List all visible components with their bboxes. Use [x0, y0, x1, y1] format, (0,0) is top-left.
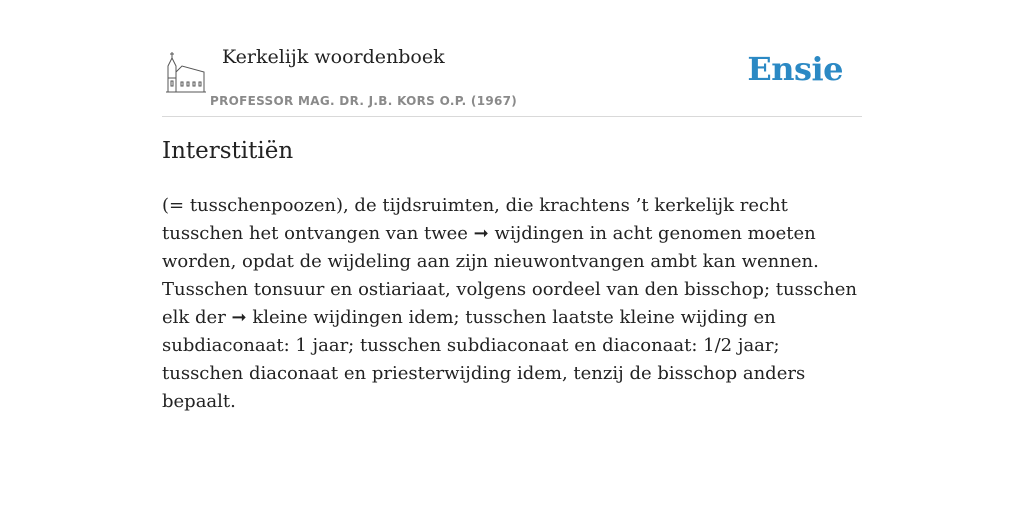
- church-icon[interactable]: [166, 50, 206, 94]
- arrow-right-icon: ➞: [473, 223, 489, 244]
- entry-text-segment: idem; tusschen laatste kleine wijding en subdiaconaat: 1 jaar; tusschen subdiaconaat en diaconaat: 1/2 jaar; tusschen diaconaat en priesterwijding idem, tenzij de bisschop anders bepaalt.: [162, 307, 806, 412]
- book-title[interactable]: Kerkelijk woordenboek: [222, 46, 445, 68]
- entry-body: [162, 192, 862, 416]
- entry-text-segment: in acht genomen moeten worden, opdat de wijdeling aan zijn nieuwontvangen ambt kan wennen. Tusschen tonsuur en ostiariaat, volgens oordeel van den bisschop; tusschen elk der: [162, 223, 857, 328]
- brand-logo[interactable]: Ensie: [747, 50, 843, 88]
- header: [162, 40, 862, 117]
- book-author: PROFESSOR MAG. DR. J.B. KORS O.P. (1967): [210, 94, 518, 108]
- entry-text-segment: (= tusschenpoozen), de tijdsruimten, die krachtens ’t kerkelijk recht tusschen het ontvangen van twee: [162, 195, 788, 244]
- cross-reference-label: wijdingen: [488, 223, 584, 244]
- entry-title: Interstitiën: [162, 138, 294, 164]
- cross-reference-link[interactable]: [232, 307, 403, 328]
- arrow-right-icon: ➞: [231, 307, 247, 328]
- cross-reference-label: kleine wijdingen: [246, 307, 403, 328]
- cross-reference-link[interactable]: [474, 223, 584, 244]
